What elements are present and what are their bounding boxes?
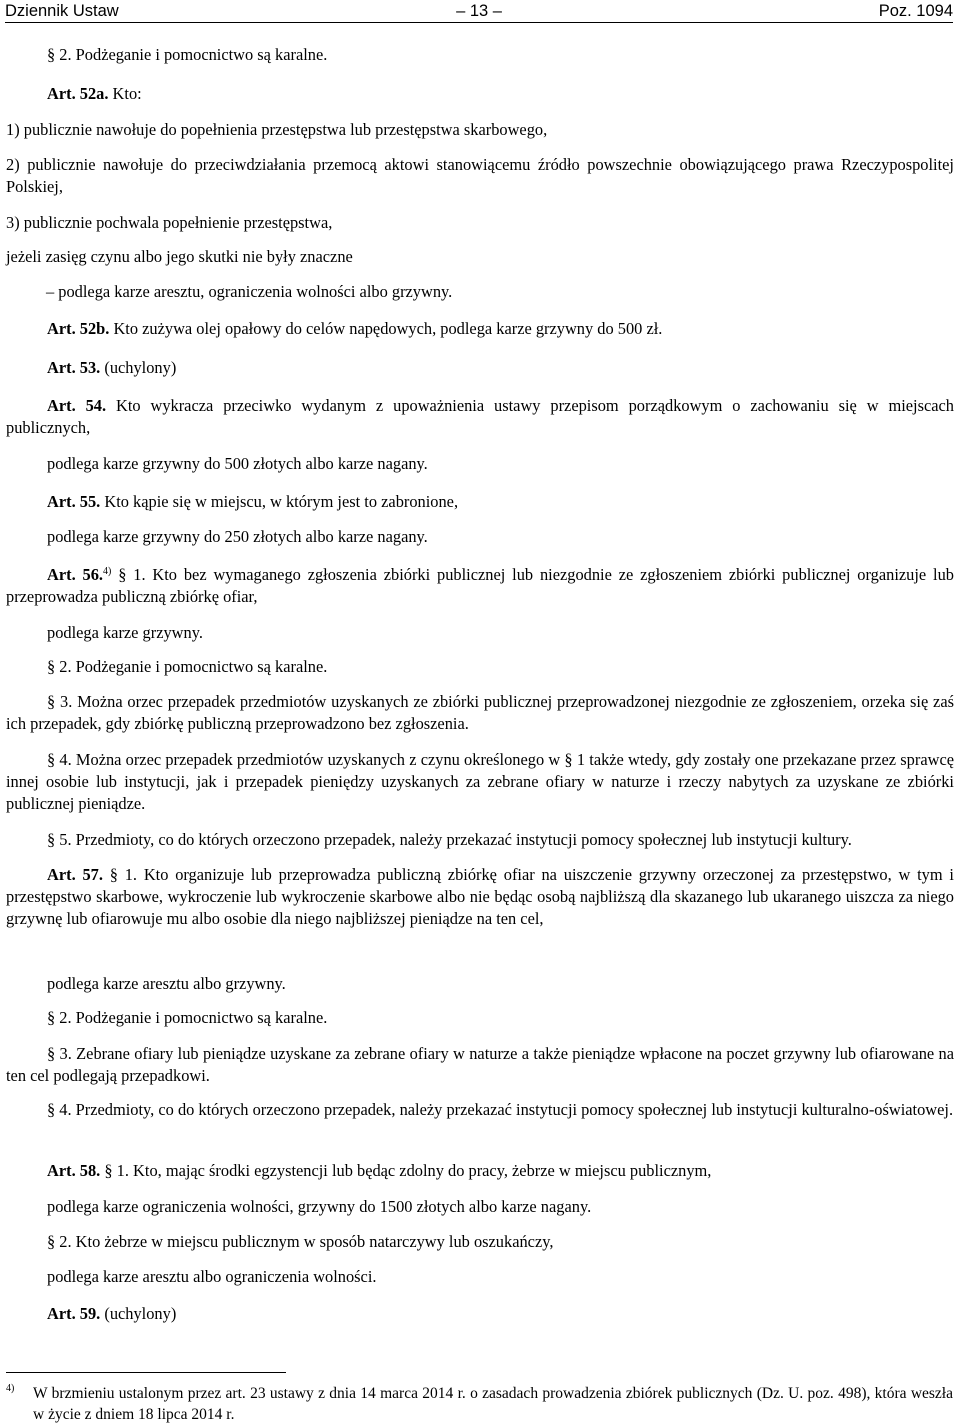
article-heading: Art. 57. § 1. Kto organizuje lub przeprowadza publiczną zbiórkę ofiar na uiszczenie grzywny orzeczonej za przestępstwo, w tym i przestępstwo skarbowe, wykroczenie lub wykroczenie skarbowe albo nie będąc osobą najbliższą dla skazanego lub ukaranego uiszcza za niego grzywnę lub ofiarowuje mu albo osobie dla niego najbliższej pieniądze na ten cel, (6, 865, 954, 928)
footnote-mark: 4) (6, 1383, 15, 1394)
list-item: 1) publicznie nawołuje do popełnienia przestępstwa lub przestępstwa skarbowego, (6, 120, 548, 139)
paragraph: jeżeli zasięg czynu albo jego skutki nie były znaczne (6, 247, 353, 266)
footnote-text: W brzmieniu ustalonym przez art. 23 ustawy z dnia 14 marca 2014 r. o zasadach prowadzenia zbiórek publicznych (Dz. U. poz. 498), która weszła w życie z dniem 18 lipca 2014 r. (33, 1385, 953, 1423)
article-number: Art. 55. (47, 492, 101, 511)
article-number: Art. 52a. (47, 84, 109, 103)
article-heading: Art. 53. (uchylony) (47, 358, 177, 377)
journal-title: Dziennik Ustaw (5, 2, 119, 20)
article-heading: Art. 59. (uchylony) (47, 1304, 177, 1323)
article-heading: Art. 55. Kto kąpie się w miejscu, w którym jest to zabronione, (47, 492, 459, 511)
paragraph: § 4. Można orzec przepadek przedmiotów uzyskanych z czynu określonego w § 1 także wtedy, gdy zostały one przekazane przez sprawcę innej osobie lub instytucji, jak i przepadek pieniędzy uzyskanych za zebrane ofiary w naturze i rzeczy nabytych za uzyskane ze zbiórki publicznej pieniądze. (6, 750, 954, 813)
penalty-line: podlega karze aresztu albo grzywny. (47, 974, 286, 993)
paragraph: § 2. Podżeganie i pomocnictwo są karalne. (47, 45, 328, 64)
article-heading: Art. 56.$^{4)}$ § 1. Kto bez wymaganego zgłoszenia zbiórki publicznej lub niezgodnie ze zgłoszeniem zbiórki publicznej organizuje lub przeprowadza publiczną zbiórkę ofiar, (6, 565, 954, 606)
article-number: Art. 59. (47, 1304, 101, 1323)
article-number: Art. 56. (47, 565, 104, 584)
list-item: 2) publicznie nawołuje do przeciwdziałania przemocą aktowi stanowiącemu źródło powszechnie obowiązującego prawa Rzeczypospolitej Polskiej, (6, 155, 954, 196)
paragraph: § 4. Przedmioty, co do których orzeczono przepadek, należy przekazać instytucji pomocy społecznej lub instytucji kulturalno-oświatowej. (47, 1100, 954, 1119)
list-item: 3) publicznie pochwala popełnienie przestępstwa, (6, 213, 333, 232)
footnote-ref: 4) (103, 566, 112, 577)
article-number: Art. 53. (47, 358, 101, 377)
article-number: Art. 58. (47, 1161, 101, 1180)
article-heading: Art. 52a. Kto: (47, 84, 142, 103)
penalty-line: podlega karze aresztu albo ograniczenia wolności. (47, 1267, 377, 1286)
page-number: – 13 – (456, 2, 502, 20)
paragraph: § 2. Podżeganie i pomocnictwo są karalne. (47, 1008, 328, 1027)
footnote-rule (6, 1372, 286, 1373)
penalty-line: – podlega karze aresztu, ograniczenia wolności albo grzywny. (46, 282, 453, 301)
page-header (5, 0, 953, 22)
paragraph: § 2. Podżeganie i pomocnictwo są karalne. (47, 657, 328, 676)
article-heading: Art. 52b. Kto zużywa olej opałowy do celów napędowych, podlega karze grzywny do 500 zł. (47, 319, 663, 338)
article-number: Art. 57. (47, 865, 103, 884)
article-heading: Art. 58. § 1. Kto, mając środki egzystencji lub będąc zdolny do pracy, żebrze w miejscu publicznym, (47, 1161, 712, 1180)
article-number: Art. 54. (47, 396, 107, 415)
penalty-line: podlega karze grzywny. (47, 623, 203, 642)
item-number: Poz. 1094 (878, 2, 953, 20)
paragraph: § 5. Przedmioty, co do których orzeczono przepadek, należy przekazać instytucji pomocy społecznej lub instytucji kultury. (47, 830, 852, 849)
paragraph: § 3. Zebrane ofiary lub pieniądze uzyskane za zebrane ofiary w naturze a także pieniądze wpłacone na poczet grzywny lub ofiarowane na ten cel podlegają przepadkowi. (6, 1044, 954, 1085)
article-number: Art. 52b. (47, 319, 110, 338)
penalty-line: podlega karze grzywny do 500 złotych albo karze nagany. (47, 454, 428, 473)
penalty-line: podlega karze ograniczenia wolności, grzywny do 1500 złotych albo karze nagany. (47, 1197, 592, 1216)
article-heading: Art. 54. Kto wykracza przeciwko wydanym z upoważnienia ustawy przepisom porządkowym o zachowaniu się w miejscach publicznych, (6, 396, 954, 437)
paragraph: § 3. Można orzec przepadek przedmiotów uzyskanych ze zbiórki publicznej przeprowadzonej niezgodnie ze zgłoszeniem, orzeka się zaś ich przepadek, gdy zbiórkę publiczną przeprowadzono bez zgłoszenia. (6, 692, 954, 733)
header-rule (5, 22, 953, 23)
penalty-line: podlega karze grzywny do 250 złotych albo karze nagany. (47, 527, 428, 546)
paragraph: § 2. Kto żebrze w miejscu publicznym w sposób natarczywy lub oszukańczy, (47, 1232, 554, 1251)
